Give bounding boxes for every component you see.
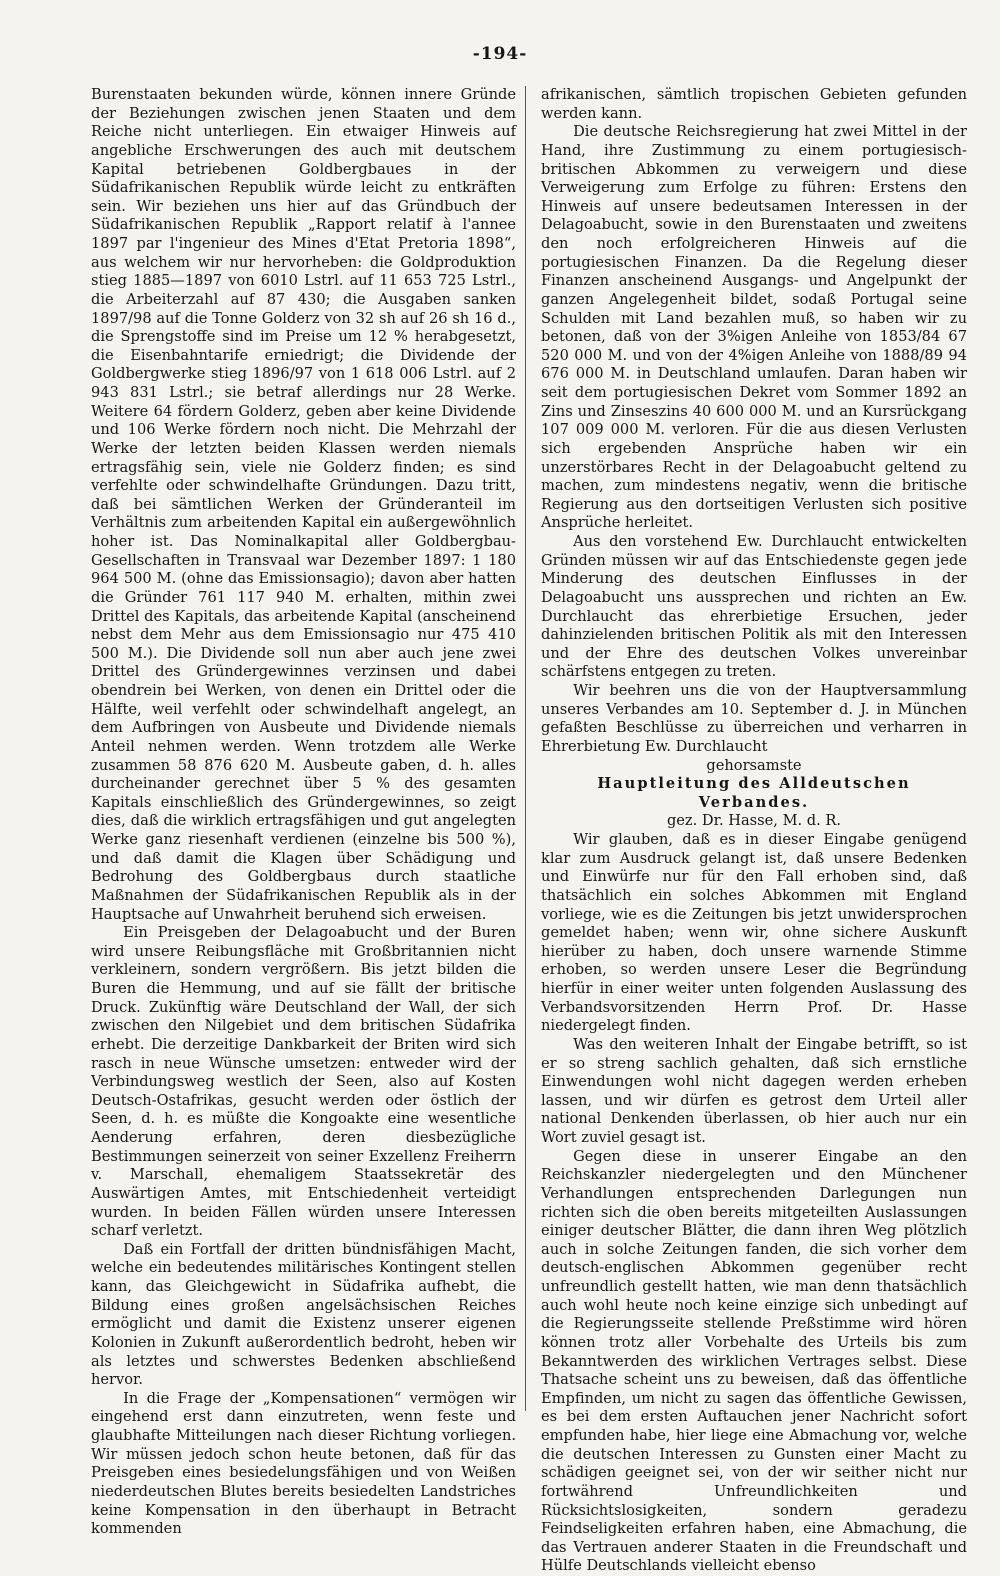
right-paragraph-5: Wir glauben, daß es in dieser Eingabe genügend klar zum Ausdruck gelangt ist, daß unsere Bedenken und Einwürfe nur für den Fall erhoben sind, daß thatsächlich ein solches Abkommen mit England vorliege, wie es die Zeitungen bis jetzt unwidersprochen gemeldet haben; wenn wir, ohne sichere Auskunft hierüber zu haben, doch unsere warnende Stimme erhoben, so werden unsere Leser die Begründung hierfür in einer weiter unten folgenden Auslassung des Verbandsvorsitzenden Herrn Prof. Dr. Hasse niedergelegt finden. — [541, 831, 967, 1035]
left-paragraph-4: In die Frage der „Kompensationen“ vermögen wir eingehend erst dann einzutreten, wenn feste und glaubhafte Mitteilungen nach dieser Richtung vorliegen. Wir müssen jedoch schon heute betonen, daß für das Preisgeben eines besiedelungsfähigen und von Weißen niederdeutschen Blutes bereits besiedelten Landstriches keine Kompensation in den überhaupt in Betracht kommenden — [91, 1389, 516, 1538]
right-paragraph-1: afrikanischen, sämtlich tropischen Gebieten gefunden werden kann. — [541, 86, 967, 122]
page-number: -194- — [472, 44, 528, 64]
left-paragraph-2: Ein Preisgeben der Delagoabucht und der Buren wird unsere Reibungsfläche mit Großbritannien nicht verkleinern, sondern vergrößern. Bis jetzt bilden die Buren die Hemmung, und auf sie fällt der britische Druck. Zukünftig wäre Deutschland der Wall, der sich zwischen den Nilgebiet und dem britischen Südafrika erhebt. Die derzeitige Dankbarkeit der Briten wird sich rasch in neue Wünsche umsetzen: entweder wird der Verbindungsweg westlich der Seen, also auf Kosten Deutsch-Ostafrikas, gesucht werden oder östlich der Seen, d. h. es müßte die Kongoakte eine wesentliche Aenderung erfahren, deren diesbezügliche Bestimmungen seinerzeit von seiner Exzellenz Freiherrn v. Marschall, ehemaligem Staatssekretär des Auswärtigen Amtes, mit Entschiedenheit verteidigt wurden. In beiden Fällen würden unsere Interessen scharf verletzt. — [91, 924, 516, 1240]
right-paragraph-7: Gegen diese in unserer Eingabe an den Reichskanzler niedergelegten und den Münchener Verhandlungen entsprechenden Darlegungen nun richten sich die oben bereits mitgeteilten Auslassungen einiger deutscher Blätter, die dann ihren Weg plötzlich auch in solche Zeitungen fanden, die sich vorher dem deutsch-englischen Abkommen gegenüber recht unfreundlich gestellt hatten, wie man denn thatsächlich auch wohl heute noch keine einzige sich unbedingt auf die Regierungsseite stellende Preßstimme wird hören können trotz aller Vorbehalte des Urteils bis zum Bekanntwerden des wirklichen Vertrages selbst. Diese Thatsache scheint uns zu beweisen, daß das öffentliche Empfinden, um nicht zu sagen das öffentliche Gewissen, es bei dem ersten Auftauchen jener Nachricht sofort empfunden habe, hier liege eine Abmachung vor, welche die deutschen Interessen zu Gunsten einer Macht zu schädigen geeignet sei, von der wir seither nicht nur fortwährend Unfreundlichkeiten und Rücksichtslosigkeiten, sondern geradezu Feindseligkeiten erfahren haben, eine Abmachung, die das Vertrauen anderer Staaten in die Freundschaft und Hülfe Deutschlands vielleicht ebenso — [541, 1147, 967, 1575]
left-column — [91, 86, 516, 1539]
left-paragraph-1: Burenstaaten bekunden würde, können innere Gründe der Beziehungen zwischen jenen Staaten und dem Reiche nicht unterliegen. Ein etwaiger Hinweis auf angebliche Erschwerungen des auch mit deutschem Kapital betriebenen Goldbergbaues in der Südafrikanischen Republik würde leicht zu entkräften sein. Wir beziehen uns hier auf das Gründbuch der Südafrikanischen Republik „Rapport relatif à l'annee 1897 par l'ingenieur des Mines d'Etat Pretoria 1898“, aus welchem wir nur hervorheben: die Goldproduktion stieg 1885—1897 von 6010 Lstrl. auf 11 653 725 Lstrl., die Arbeiterzahl auf 87 430; die Ausgaben sanken 1897/98 auf die Tonne Golderz von 32 sh auf 26 sh 16 d., die Sprengstoffe sind im Preise um 12 % herabgesetzt, die Eisenbahntarife erniedrigt; die Dividende der Goldbergwerke stieg 1896/97 von 1 618 006 Lstrl. auf 2 943 831 Lstrl.; sie betraf allerdings nur 28 Werke. Weitere 64 fördern Golderz, geben aber keine Dividende und 106 Werke fördern noch nicht. Die Mehrzahl der Werke der letzten beiden Klassen werden niemals ertragsfähig sein, viele nie Golderz finden; es sind verfehlte oder schwindelhafte Gründungen. Dazu tritt, daß bei sämtlichen Werken der Gründeranteil im Verhältnis zum arbeitenden Kapital ein außergewöhnlich hoher ist. Das Nominalkapital aller Goldbergbau-Gesellschaften in Transvaal war Dezember 1897: 1 180 964 500 M. (ohne das Emissionsagio); davon aber hatten die Gründer 761 117 940 M. erhalten, mithin zwei Drittel des Kapitals, das arbeitende Kapital (anscheinend nebst dem Mehr aus dem Emissionsagio nur 475 410 500 M.). Die Dividende soll nun aber auch jene zwei Drittel des Gründergewinnes verzinsen und dabei obendrein bei Werken, von denen ein Drittel oder die Hälfte, weil verfehlt oder schwindelhaft angelegt, an dem Aufbringen von Ausbeute und Dividende niemals Anteil nehmen werden. Wenn trotzdem alle Werke zusammen 58 876 620 M. Ausbeute gaben, d. h. alles durcheinander gerechnet über 5 % des gesamten Kapitals einschließlich des Gründergewinnes, so zeigt dies, daß die wirklich ertragsfähigen und gut angelegten Werke ganz riesenhaft verdienen (einzelne bis 500 %), und daß damit die Klagen über Schädigung und Bedrohung des Goldbergbaus durch staatliche Maßnahmen der Südafrikanischen Republik als in der Hauptsache auf Unwahrheit beruhend sich erweisen. — [91, 86, 516, 923]
left-paragraph-3: Daß ein Fortfall der dritten bündnisfähigen Macht, welche ein bedeutendes militärisches Kontingent stellen kann, das Gleichgewicht in Südafrika aufhebt, die Bildung eines großen angelsächsischen Reiches ermöglicht und damit die Existenz unserer eigenen Kolonien in Zukunft außerordentlich bedroht, heben wir als letztes und schwerstes Bedenken abschließend hervor. — [91, 1240, 516, 1389]
closing-salutation: gehorsamste — [706, 756, 802, 774]
right-paragraph-3: Aus den vorstehend Ew. Durchlaucht entwickelten Gründen müssen wir auf das Entschiedenste gegen jede Minderung des deutschen Einflusses in der Delagoabucht uns aussprechen und richten an Ew. Durchlaucht das ehrerbietige Ersuchen, jeder dahinzielenden britischen Politik als mit den Interessen und der Ehre des deutschen Volkes unvereinbar schärfstens entgegen zu treten. — [541, 533, 967, 681]
column-divider — [525, 86, 526, 1411]
right-column — [541, 86, 967, 1576]
right-paragraph-6: Was den weiteren Inhalt der Eingabe betrifft, so ist er so streng sachlich gehalten, daß sich ernstliche Einwendungen wohl nicht dagegen werden erheben lassen, und wir dürfen es getrost dem Urteil aller national Denkenden überlassen, ob hier auch nur ein Wort zuviel gesagt ist. — [541, 1035, 967, 1146]
right-paragraph-2: Die deutsche Reichsregierung hat zwei Mittel in der Hand, ihre Zustimmung zu einem portugiesisch-britischen Abkommen zu verweigern und diese Verweigerung zum Erfolge zu führen: Erstens den Hinweis auf unsere bedeutsamen Interessen in der Delagoabucht, sowie in den Burenstaaten und zweitens den noch erfolgreicheren Hinweis auf die portugiesischen Finanzen. Da die Regelung dieser Finanzen anscheinend Ausgangs- und Angelpunkt der ganzen Angelegenheit bildet, sodaß Portugal seine Schulden mit Land bezahlen muß, so haben wir zu betonen, daß von der 3%igen Anleihe von 1853/84 67 520 000 M. und von der 4%igen Anleihe von 1888/89 94 676 000 M. in Deutschland umlaufen. Daran haben wir seit dem portugiesischen Dekret vom Sommer 1892 an Zins und Zinseszins 40 600 000 M. und an Kursrückgang 107 009 000 M. verloren. Für die aus diesen Verlusten sich ergebenden Ansprüche haben wir ein unzerstörbares Recht in der Delagoabucht geltend zu machen, zum mindestens negativ, wenn die britische Regierung aus den dortseitigen Verlusten sich positive Ansprüche herleitet. — [541, 123, 967, 532]
right-paragraph-4: Wir beehren uns die von der Hauptversammlung unseres Verbandes am 10. September d. J. in München gefaßten Beschlüsse zu überreichen und verharren in Ehrerbietung Ew. Durchlaucht — [541, 682, 967, 755]
signatory-organization: Hauptleitung des Alldeutschen Verbandes. — [597, 775, 911, 811]
signature-line: gez. Dr. Hasse, M. d. R. — [666, 812, 842, 830]
